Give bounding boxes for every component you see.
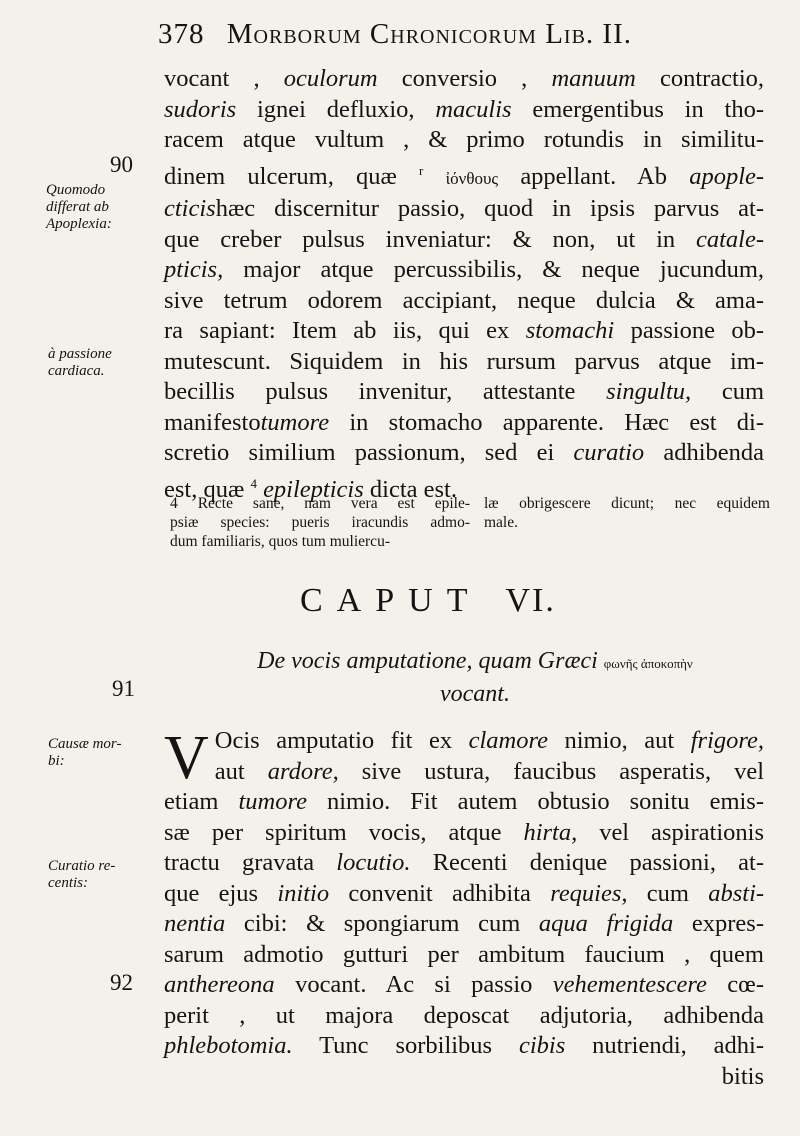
text-line: dinem ulcerum, quæ $^r$ ἰόνθους appellant. Ab apople- (164, 162, 765, 190)
footnote (170, 494, 770, 551)
text-line: Ocis amputatio fit ex clamore nimio, aut frigore, (214, 727, 765, 754)
text-line: manifestotumore in stomacho apparente. Hæc est di- (164, 408, 765, 436)
body-text-2 (164, 726, 764, 1092)
footnote-column-left: 4 Recte sane, nam vera est epile- psiæ species: pueris iracundis admo- dum familiaris, quos tum muliercu- (170, 495, 470, 550)
chapter-heading (300, 582, 660, 620)
text-line: mutescunt. Siquidem in his rursum parvus atque im- (164, 347, 764, 375)
text-line: perit , ut majora deposcat adjutoria, adhibenda (164, 1001, 764, 1029)
margin-number-91: 91 (112, 676, 135, 701)
text-line: que ejus initio convenit adhibita requies, cum absti- (164, 879, 765, 907)
text-line: cticishæc discernitur passio, quod in ipsis parvus at- (164, 195, 764, 223)
chapter-number: VI. (505, 582, 556, 619)
margin-note-curatio: Curatio re- centis: (48, 858, 116, 891)
text-line: sæ per spiritum vocis, atque hirta, vel aspirationis (164, 818, 765, 846)
text-line: est, quæ $^4$ epilepticis dicta est. (164, 475, 457, 503)
text-line: pticis, major atque percussibilis, & neque jucundum, (164, 256, 765, 284)
text-line: etiam tumore nimio. Fit autem obtusio sonitu emis- (164, 788, 765, 815)
chapter-subtitle: De vocis amputatione, quam Græci φωνῆς ἀποκοπὴν vocant. (257, 648, 693, 707)
margin-number-92: 92 (110, 970, 133, 995)
text-line: phlebotomia. Tunc sorbilibus cibis nutriendi, adhi- (164, 1032, 764, 1059)
margin-note-apoplexia: Quomodo differat ab Apoplexia: (46, 182, 112, 232)
text-line: anthereona vocant. Ac si passio vehementescere cœ- (164, 971, 765, 998)
footnote-column-right: læ obrigescere dicunt; nec equidem male. (484, 495, 770, 531)
body-text-1 (164, 64, 764, 505)
text-line: racem atque vultum , & primo rotundis in similitu- (164, 126, 764, 153)
text-line: ra sapiant: Item ab iis, qui ex stomachi passione ob- (164, 317, 764, 345)
running-header (158, 18, 718, 51)
text-line: sive tetrum odorem accipiant, neque dulcia & ama- (164, 286, 764, 314)
drop-cap: V (164, 724, 209, 792)
text-line: sudoris ignei defluxio, maculis emergentibus in tho- (164, 95, 764, 123)
text-line: scretio similium passionum, sed ei curatio adhibenda (164, 439, 765, 467)
text-line: vocant , oculorum conversio , manuum contractio, (164, 65, 765, 92)
chapter-word: CAPUT (300, 582, 482, 619)
page-number: 378 (158, 18, 205, 50)
catchword: bitis (721, 1062, 764, 1090)
margin-note-causae: Causæ mor- bi: (48, 736, 122, 769)
margin-number-90: 90 (110, 152, 133, 177)
text-line: aut ardore, sive ustura, faucibus asperatis, vel (214, 757, 765, 785)
text-line: tractu gravata locutio. Recenti denique passioni, at- (164, 849, 764, 876)
text-line: sarum admotio gutturi per ambitum faucium , quem (164, 940, 764, 968)
text-line: que creber pulsus inveniatur: & non, ut in catale- (164, 225, 764, 253)
margin-note-passione: à passione cardiaca. (48, 346, 112, 379)
running-title: Morborum Chronicorum Lib. II. (226, 18, 632, 50)
text-line: nentia cibi: & spongiarum cum aqua frigida expres- (164, 910, 764, 937)
text-line (164, 1062, 764, 1093)
text-line: becillis pulsus invenitur, attestante singultu, cum (164, 378, 765, 406)
